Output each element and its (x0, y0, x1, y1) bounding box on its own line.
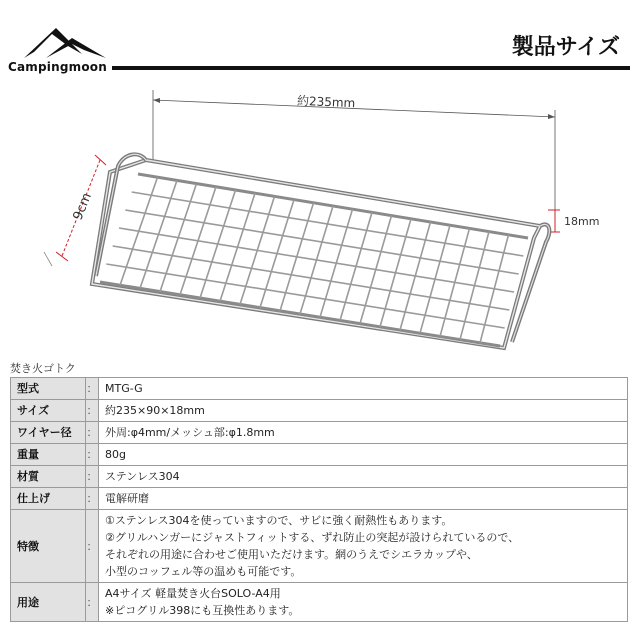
spec-separator: ： (86, 422, 99, 444)
spec-value (99, 583, 628, 622)
usage-line: ※ピコグリル398にも互換性あります。 (105, 604, 300, 617)
mesh-wire (132, 192, 524, 256)
product-caption: 焚き火ゴトク (10, 362, 76, 375)
spec-value: 外周:φ4mm/メッシュ部:φ1.8mm (99, 422, 628, 444)
spec-value: 約235×90×18mm (99, 400, 628, 422)
mesh-wire (113, 246, 510, 310)
spec-value: MTG-G (99, 378, 628, 400)
table-row (11, 378, 628, 400)
height-dimension (548, 210, 599, 232)
product-illustration (0, 70, 640, 360)
spec-label: サイズ (11, 400, 86, 422)
feature-line: それぞれの用途に合わせご使用いただけます。網のうえでシエラカップや、 (105, 548, 478, 561)
spec-label: 材質 (11, 466, 86, 488)
feature-line: 小型のコッフェル等の温めも可能です。 (105, 565, 302, 578)
feature-line: ②グリルハンガーにジャストフィットする、ずれ防止の突起が設けられているので、 (105, 531, 520, 544)
spec-value: 80g (99, 444, 628, 466)
spec-separator: ： (86, 583, 99, 622)
spec-table (10, 377, 628, 622)
height-label: 18mm (564, 215, 600, 228)
table-row (11, 488, 628, 510)
spec-label: ワイヤー径 (11, 422, 86, 444)
table-row (11, 466, 628, 488)
feature-line: ①ステンレス304を使っていますので、サビに強く耐熱性もあります。 (105, 514, 453, 527)
spec-value: ステンレス304 (99, 466, 628, 488)
page-title: 製品サイズ (511, 35, 620, 60)
spec-separator: ： (86, 400, 99, 422)
width-label: 9cm (70, 190, 95, 223)
spec-label: 重量 (11, 444, 86, 466)
brand-name: Campingmoon (8, 60, 107, 74)
spec-label: 型式 (11, 378, 86, 400)
table-row (11, 400, 628, 422)
table-row (11, 422, 628, 444)
usage-line: A4サイズ 軽量焚き火台SOLO-A4用 (105, 587, 281, 600)
mesh-wire (119, 228, 514, 292)
spec-label: 用途 (11, 583, 86, 622)
grill-frame (92, 154, 549, 348)
table-row (11, 510, 628, 583)
spec-separator: ： (86, 466, 99, 488)
header (0, 0, 640, 80)
table-row (11, 444, 628, 466)
spec-label: 仕上げ (11, 488, 86, 510)
spec-separator: ： (86, 378, 99, 400)
length-label: 約235mm (296, 93, 356, 111)
spec-separator: ： (86, 444, 99, 466)
spec-value (99, 510, 628, 583)
table-row (11, 583, 628, 622)
spec-value: 電解研磨 (99, 488, 628, 510)
spec-label: 特徴 (11, 510, 86, 583)
spec-separator: ： (86, 488, 99, 510)
length-dimension (153, 90, 555, 220)
spec-separator: ： (86, 510, 99, 583)
mesh-wire (125, 210, 518, 274)
